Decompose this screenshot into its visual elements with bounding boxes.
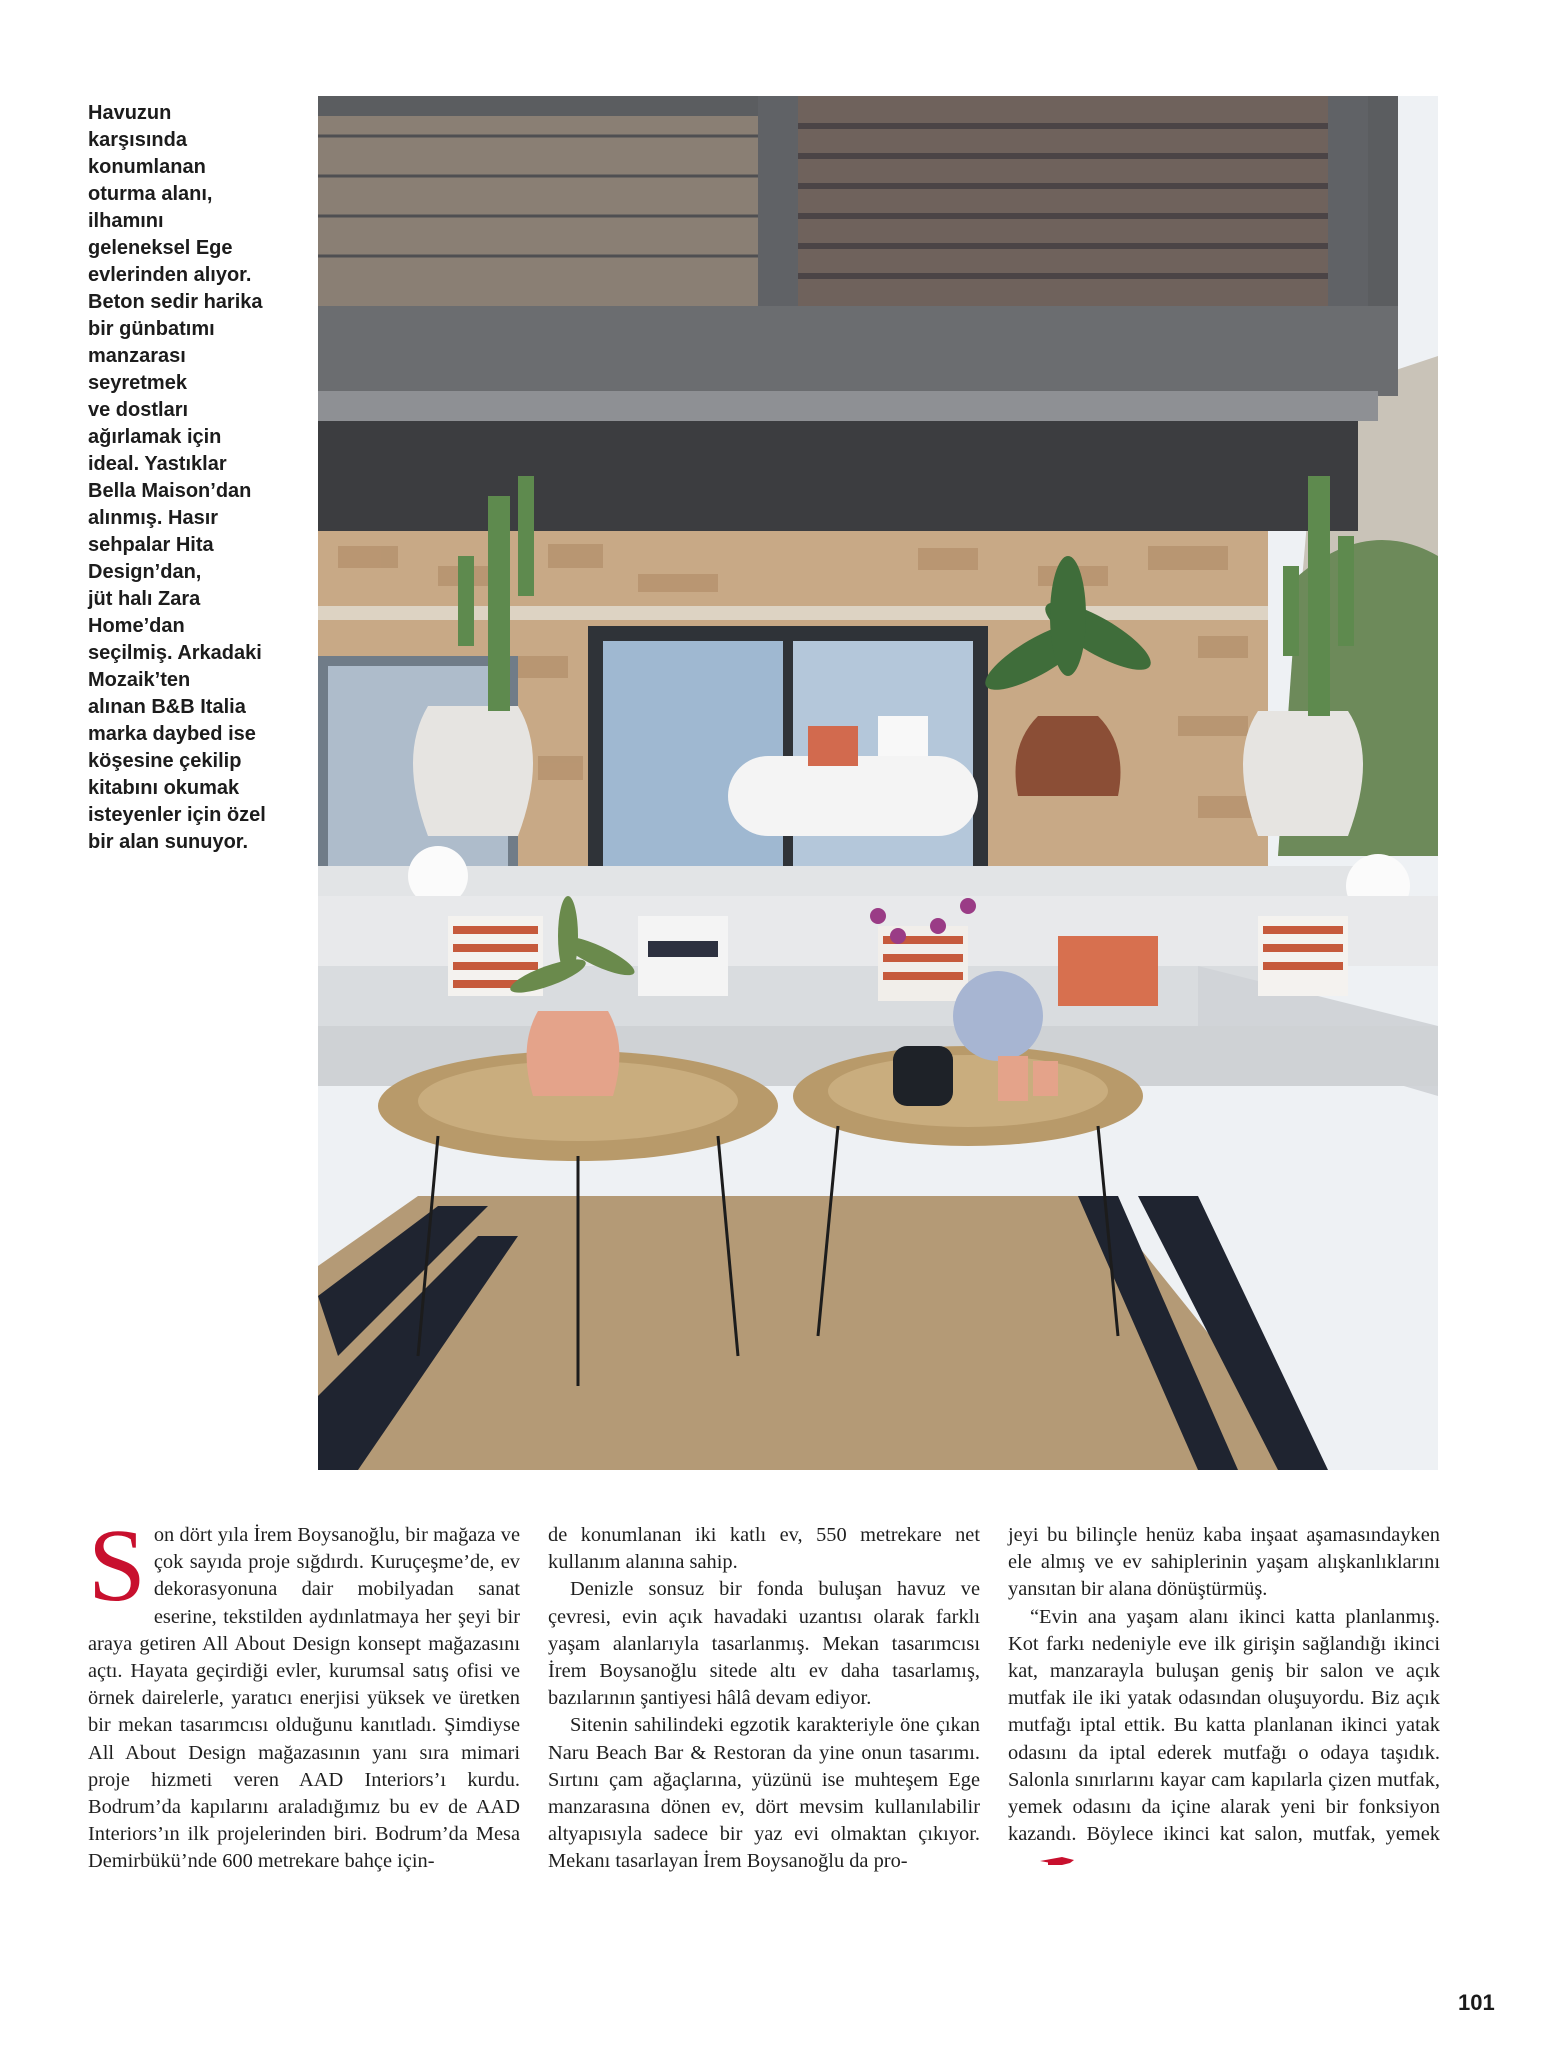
article-paragraph: de konumlanan iki katlı ev, 550 metrekare net kullanım alanına sahip. xyxy=(548,1524,980,1574)
article-column-2 xyxy=(548,1522,980,1876)
article-column-1 xyxy=(88,1508,520,1876)
article-paragraph: jeyi bu bilinçle henüz kaba inşaat aşamasındayken ele almış ve ev sahiplerinin yaşam alışkanlıklarını yansıtan bir alana dönüştürmüş. xyxy=(1008,1524,1440,1601)
article-paragraph: “Evin ana yaşam alanı ikinci katta planlanmış. Kot farkı nedeniyle eve ilk girişin sağlandığı ikinci kat, manzarayla buluşan geniş bir salon ve açık mutfak ile iki yatak odasından oluşuyordu. Biz açık mutfağı iptal ettik. Bu katta planlanan ikinci yatak odasını da iptal ederek mutfağı o odaya taşıdık. Salonla sınırlarını kayar cam kapılarla çizen mutfak, yemek odasını da içine alarak yeni bir fonksiyon kazandı. Böylece ikinci kat salon, mutfak, yemek xyxy=(1008,1605,1440,1846)
photo-caption: Havuzun karşısında konumlanan oturma alanı, ilhamını geleneksel Ege evlerinden alıyor. Beton sedir harika bir günbatımı manzarası seyretmek ve dostları ağırlamak için ideal. Yastıklar Bella Maison’dan alınmış. Hasır sehpalar Hita Design’dan, jüt halı Zara Home’dan seçilmiş. Arkadaki Mozaik’ten alınan B&B Italia marka daybed ise köşesine çekilip kitabını okumak isteyenler için özel bir alan sunuyor. xyxy=(88,102,266,853)
drop-cap: S xyxy=(88,1508,146,1623)
article-body xyxy=(88,1508,1448,1922)
article-paragraph: Denizle sonsuz bir fonda buluşan havuz ve çevresi, evin açık havadaki uzantısı olarak farklı yaşam alanlarıyla tasarlanmış. Mekan tasarımcısı İrem Boysanoğlu sitede altı ev daha tasarlamış, bazılarının şantiyesi hâlâ devam ediyor. xyxy=(548,1578,980,1710)
terrace-photo xyxy=(318,96,1438,1470)
article-column-3 xyxy=(1008,1522,1440,1876)
article-paragraph: on dört yıla İrem Boysanoğlu, bir mağaza ve çok sayıda proje sığdırdı. Kuruçeşme’de, ev dekorasyonuna dair mobilyadan sanat eserine, tekstilden aydınlatmaya her şeyi bir araya getiren All About Design konsept mağazasını açtı. Hayata geçirdiği evler, kurumsal satış ofisi ve örnek dairelerle, yaratıcı enerjisi yüksek ve üretken bir mekan tasarımcısı olduğunu kanıtladı. Şimdiyse All About Design mağazasının yanı sıra mimari proje hizmeti veren AAD Interiors’ı kurdu. Bodrum’da kapılarını araladığımız bu ev de AAD Interiors’ın ilk projelerinden biri. Bodrum’da Mesa Demirbükü’nde 600 metrekare bahçe için- xyxy=(88,1524,520,1873)
article-paragraph: Sitenin sahilindeki egzotik karakteriyle öne çıkan Naru Beach Bar & Restoran da yine onun tasarımı. Sırtını çam ağaçlarına, yüzünü ise muhteşem Ege manzarasına dönen ev, dört mevsim kullanılabilir altyapısıyla sadece bir yaz evi olmaktan çıkıyor. Mekanı tasarlayan İrem Boysanoğlu da pro- xyxy=(548,1714,980,1873)
pointing-hand-icon xyxy=(1018,1849,1074,1876)
page-number: 101 xyxy=(1458,1990,1495,2015)
